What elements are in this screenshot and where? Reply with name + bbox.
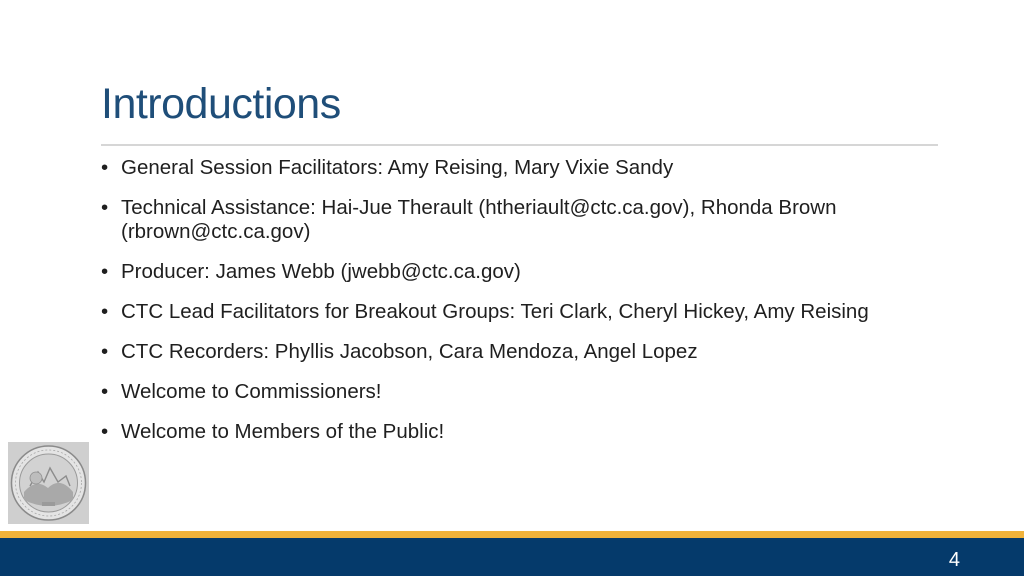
bullet-text: Producer: James Webb (jwebb@ctc.ca.gov) [121, 260, 521, 283]
bullet-list [100, 156, 936, 460]
bullet-dot-icon: • [101, 420, 109, 443]
slide-title: Introductions [101, 80, 341, 128]
page-number: 4 [948, 549, 960, 571]
bullet-text: CTC Recorders: Phyllis Jacobson, Cara Mendoza, Angel Lopez [121, 340, 698, 363]
bullet-item [100, 380, 936, 404]
bullet-text: Technical Assistance: Hai-Jue Therault (htheriault@ctc.ca.gov), Rhonda Brown (rbrown@ctc.ca.gov) [121, 196, 837, 243]
bullet-text: Welcome to Members of the Public! [121, 420, 445, 443]
bullet-text: Welcome to Commissioners! [121, 380, 382, 403]
bullet-item [100, 340, 936, 364]
bullet-item [100, 420, 936, 444]
bullet-dot-icon: • [101, 260, 109, 283]
bullet-dot-icon: • [101, 196, 109, 219]
footer-accent-stripe [0, 531, 1024, 538]
bullet-dot-icon: • [101, 340, 109, 363]
state-seal-icon [8, 442, 89, 524]
bullet-dot-icon: • [101, 380, 109, 403]
bullet-text: CTC Lead Facilitators for Breakout Groups: Teri Clark, Cheryl Hickey, Amy Reising [121, 300, 869, 323]
bullet-item [100, 156, 936, 180]
bullet-dot-icon: • [101, 300, 109, 323]
bullet-item [100, 260, 936, 284]
bullet-item [100, 300, 936, 324]
footer-bar [0, 538, 1024, 576]
bullet-item [100, 196, 936, 244]
bullet-text: General Session Facilitators: Amy Reising, Mary Vixie Sandy [121, 156, 674, 179]
bullet-dot-icon: • [101, 156, 109, 179]
title-divider [101, 144, 938, 146]
